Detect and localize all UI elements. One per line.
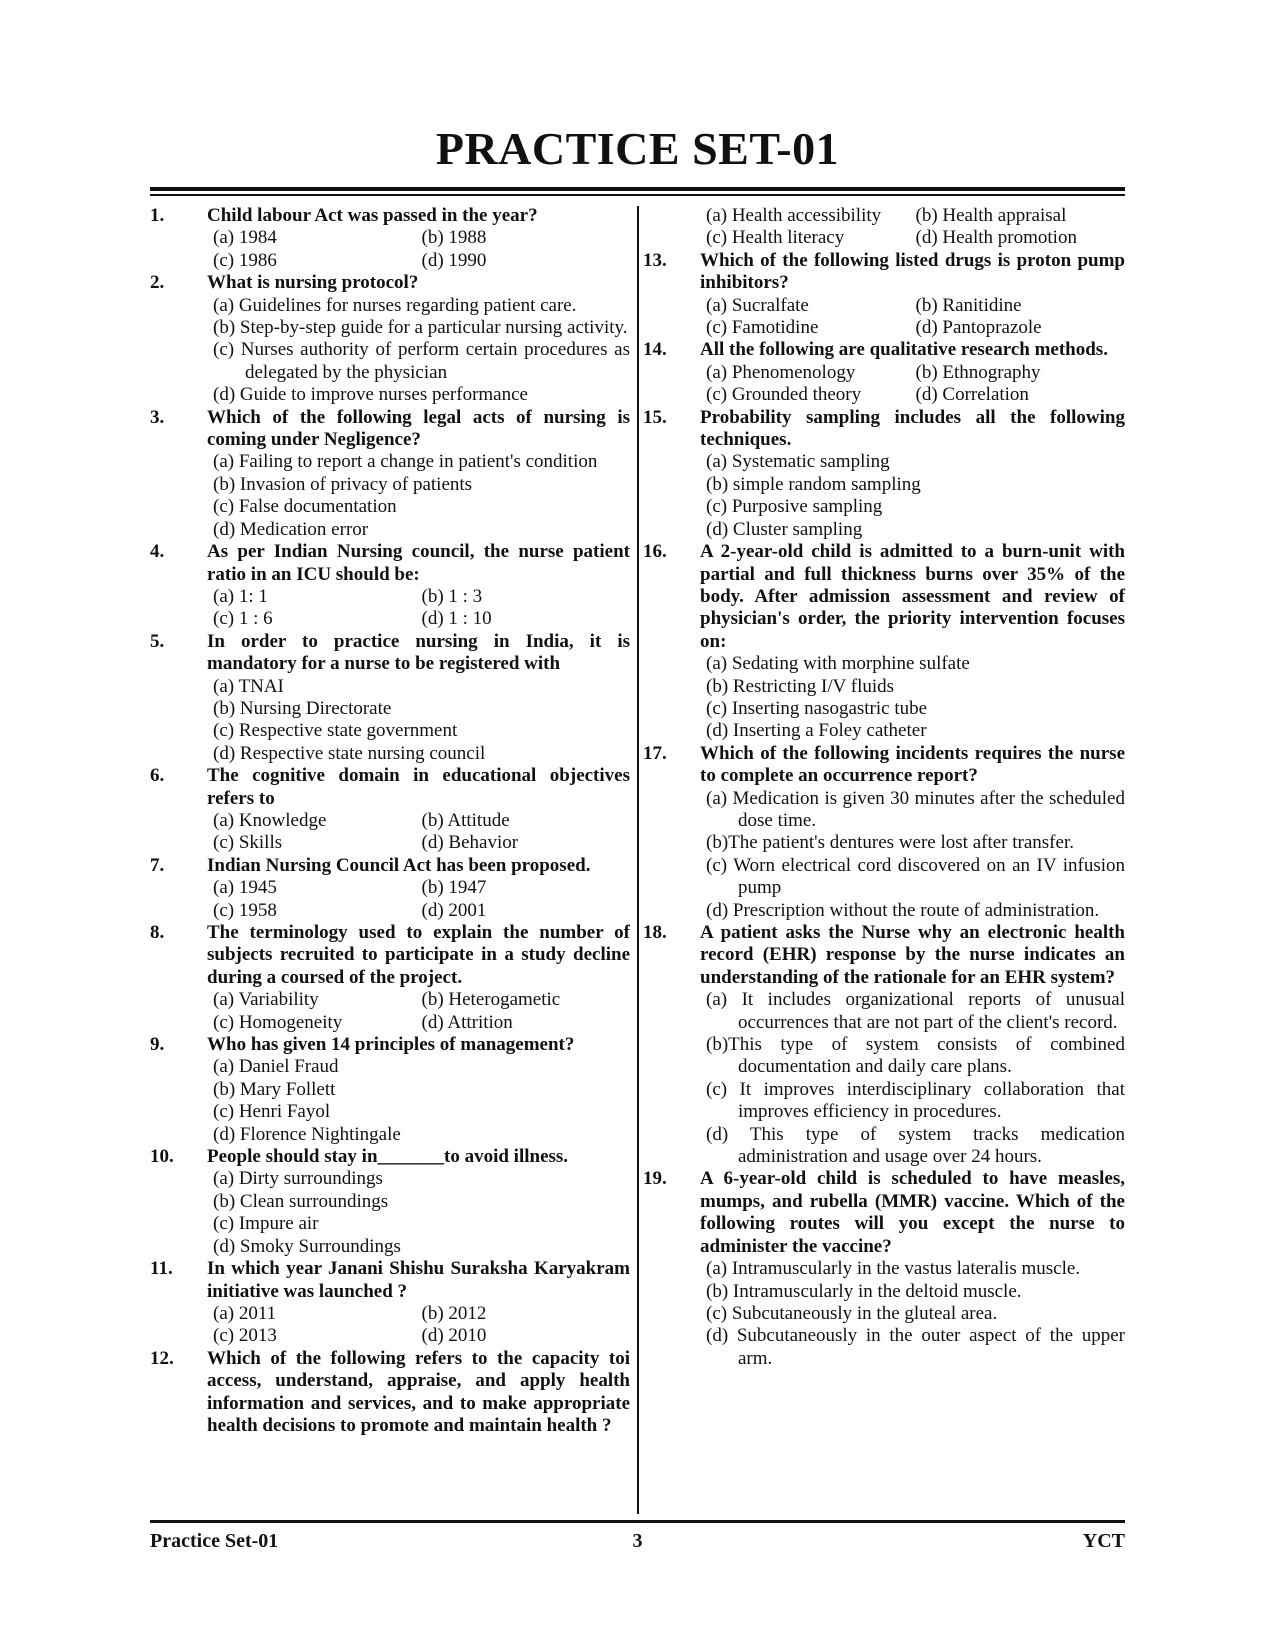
left-column	[150, 205, 630, 1437]
option-a: (a) 2011	[213, 1302, 277, 1324]
question-12	[150, 1348, 630, 1438]
option-c: (c) False documentation	[213, 496, 397, 518]
option-a: (a) TNAI	[213, 675, 284, 697]
option-b: (b)This type of system consists of combined documentation and daily care plans.	[706, 1034, 1125, 1078]
question-4	[150, 541, 630, 631]
option-b: (b) Heterogametic	[421, 989, 561, 1011]
title-rule-thin	[150, 194, 1125, 196]
option-c: (c) Homogeneity	[213, 1011, 343, 1033]
question-text: A patient asks the Nurse why an electronic health record (EHR) response by the nurse indicates an understanding of the rationale for an EHR system?	[700, 922, 1125, 988]
question-text: What is nursing protocol?	[207, 272, 419, 294]
question-19	[643, 1168, 1125, 1370]
question-17	[643, 743, 1125, 922]
question-text: Which of the following listed drugs is proton pump inhibitors?	[700, 249, 1125, 294]
question-number: 7.	[150, 854, 165, 876]
question-text: Which of the following refers to the capacity toi access, understand, appraise, and apply health information and services, and to make appropriate health decisions to promote and maintain health ?	[207, 1347, 630, 1436]
option-c: (c) Worn electrical cord discovered on an IV infusion pump	[706, 854, 1125, 899]
question-text: The terminology used to explain the number of subjects recruited to participate in a study decline during a coursed of the project.	[207, 922, 630, 988]
option-c: (c) It improves interdisciplinary collaboration that improves efficiency in procedures.	[706, 1078, 1125, 1123]
option-c: (c) Famotidine	[706, 317, 819, 339]
question-text: The cognitive domain in educational objectives refers to	[207, 765, 630, 809]
question-16	[643, 541, 1125, 743]
option-b: (b) Restricting I/V fluids	[706, 675, 895, 697]
question-13	[643, 250, 1125, 340]
option-d: (d) Correlation	[915, 384, 1029, 406]
option-d: (d) Attrition	[421, 1011, 513, 1033]
question-text: A 2-year-old child is admitted to a burn-unit with partial and full thickness burns over 35% of the body. After admission assessment and review of physician's order, the priority intervention focuses on:	[700, 541, 1125, 652]
question-14	[643, 339, 1125, 406]
question-text: Which of the following incidents requires the nurse to complete an occurrence report?	[700, 742, 1125, 787]
question-8	[150, 922, 630, 1034]
question-text: In order to practice nursing in India, it is mandatory for a nurse to be registered with	[207, 630, 630, 675]
option-a: (a) Phenomenology	[706, 361, 856, 383]
option-d: (d) Subcutaneously in the outer aspect of the upper arm.	[706, 1325, 1125, 1369]
footer-rule	[150, 1520, 1125, 1523]
option-b: (b) Step-by-step guide for a particular nursing activity.	[213, 317, 628, 339]
question-number: 13.	[643, 249, 667, 271]
option-d: (d) 2010	[421, 1325, 487, 1347]
question-2	[150, 272, 630, 406]
question-text: Probability sampling includes all the following techniques.	[700, 406, 1125, 451]
option-a: (a) Daniel Fraud	[213, 1056, 339, 1078]
question-number: 16.	[643, 541, 667, 563]
question-7	[150, 855, 630, 922]
right-column	[643, 205, 1125, 1370]
option-d: (d) Health promotion	[915, 227, 1077, 249]
question-12-options	[643, 205, 1125, 250]
option-b: (b) Mary Follett	[213, 1078, 336, 1100]
question-number: 19.	[643, 1168, 667, 1190]
question-number: 18.	[643, 922, 667, 943]
option-d: (d) Behavior	[421, 832, 519, 854]
option-c: (c) Grounded theory	[706, 384, 862, 406]
option-a: (a) 1: 1	[213, 585, 268, 607]
question-9	[150, 1034, 630, 1146]
question-text: A 6-year-old child is scheduled to have measles, mumps, and rubella (MMR) vaccine. Which of the following routes will you except the nurse to administer the vaccine?	[700, 1168, 1125, 1257]
option-b: (b) simple random sampling	[706, 473, 921, 495]
option-a: (a) Sedating with morphine sulfate	[706, 653, 970, 675]
question-15	[643, 407, 1125, 541]
option-c: (c) Inserting nasogastric tube	[706, 697, 928, 719]
option-b: (b) 1 : 3	[421, 585, 483, 607]
option-b: (b) Ethnography	[915, 361, 1041, 383]
option-d: (d) Inserting a Foley catheter	[706, 720, 927, 742]
option-b: (b)The patient's dentures were lost after transfer.	[706, 832, 1074, 854]
column-divider	[637, 206, 639, 1514]
question-text: Indian Nursing Council Act has been proposed.	[207, 854, 591, 876]
option-a: (a) It includes organizational reports of unusual occurrences that are not part of the client's record.	[706, 989, 1125, 1033]
option-c: (c) Skills	[213, 832, 283, 854]
option-c: (c) Nurses authority of perform certain procedures as delegated by the physician	[213, 339, 630, 383]
option-d: (d) 1 : 10	[421, 608, 492, 630]
option-c: (c) Purposive sampling	[706, 496, 883, 518]
question-18	[643, 922, 1125, 1168]
question-text: All the following are qualitative research methods.	[700, 339, 1108, 361]
option-b: (b) Invasion of privacy of patients	[213, 473, 473, 495]
question-1	[150, 205, 630, 272]
option-b: (b) Health appraisal	[915, 205, 1067, 226]
option-a: (a) Intramuscularly in the vastus lateralis muscle.	[706, 1258, 1081, 1280]
question-number: 12.	[150, 1347, 174, 1369]
question-number: 1.	[150, 205, 165, 226]
option-a: (a) 1984	[213, 227, 277, 249]
option-b: (b) Clean surroundings	[213, 1190, 389, 1212]
question-number: 15.	[643, 406, 667, 428]
option-b: (b) Nursing Directorate	[213, 697, 392, 719]
option-d: (d) Prescription without the route of administration.	[706, 899, 1100, 921]
question-text: Which of the following legal acts of nursing is coming under Negligence?	[207, 406, 630, 451]
question-3	[150, 407, 630, 541]
option-c: (c) 1986	[213, 249, 277, 271]
publisher-name: YCT	[1082, 1530, 1125, 1552]
option-d: (d) Cluster sampling	[706, 518, 863, 540]
option-c: (c) 2013	[213, 1325, 277, 1347]
question-number: 9.	[150, 1034, 165, 1056]
option-a: (a) Dirty surroundings	[213, 1168, 383, 1190]
question-number: 3.	[150, 406, 165, 428]
title-rule	[150, 187, 1125, 191]
option-c: (c) Health literacy	[706, 227, 845, 249]
option-d: (d) 2001	[421, 899, 487, 921]
option-b: (b) Intramuscularly in the deltoid muscle.	[706, 1280, 1022, 1302]
option-a: (a) 1945	[213, 877, 277, 899]
option-d: (d) Florence Nightingale	[213, 1123, 401, 1145]
option-b: (b) 1988	[421, 227, 487, 249]
question-number: 4.	[150, 541, 165, 563]
question-number: 11.	[150, 1258, 173, 1280]
page-number: 3	[632, 1530, 643, 1552]
option-a: (a) Variability	[213, 989, 319, 1011]
option-a: (a) Medication is given 30 minutes after the scheduled dose time.	[706, 787, 1125, 831]
option-c: (c) 1958	[213, 899, 277, 921]
question-text: Who has given 14 principles of management?	[207, 1034, 575, 1056]
option-d: (d) Pantoprazole	[915, 317, 1042, 339]
option-d: (d) 1990	[421, 249, 487, 271]
question-text: People should stay in_______to avoid illness.	[207, 1146, 569, 1168]
option-c: (c) Respective state government	[213, 720, 458, 742]
question-text: As per Indian Nursing council, the nurse patient ratio in an ICU should be:	[207, 541, 630, 585]
footer-set-name: Practice Set-01	[150, 1530, 279, 1552]
question-number: 10.	[150, 1146, 174, 1168]
option-d: (d) Medication error	[213, 518, 369, 540]
option-c: (c) 1 : 6	[213, 608, 273, 630]
option-c: (c) Henri Fayol	[213, 1101, 331, 1123]
option-b: (b) 1947	[421, 877, 487, 899]
question-number: 2.	[150, 272, 165, 294]
question-6	[150, 765, 630, 855]
question-number: 5.	[150, 630, 165, 652]
question-11	[150, 1258, 630, 1348]
option-c: (c) Subcutaneously in the gluteal area.	[706, 1302, 998, 1324]
option-d: (d) This type of system tracks medication administration and usage over 24 hours.	[706, 1123, 1125, 1168]
option-b: (b) Attitude	[421, 809, 510, 831]
question-number: 17.	[643, 742, 667, 764]
option-a: (a) Guidelines for nurses regarding patient care.	[213, 294, 577, 316]
question-text: Child labour Act was passed in the year?	[207, 205, 538, 226]
option-a: (a) Systematic sampling	[706, 451, 890, 473]
option-a: (a) Sucralfate	[706, 294, 809, 316]
question-number: 14.	[643, 339, 667, 361]
question-number: 8.	[150, 922, 165, 943]
question-5	[150, 631, 630, 765]
question-text: In which year Janani Shishu Suraksha Karyakram initiative was launched ?	[207, 1258, 630, 1302]
option-b: (b) 2012	[421, 1302, 487, 1324]
option-c: (c) Impure air	[213, 1213, 319, 1235]
question-10	[150, 1146, 630, 1258]
question-number: 6.	[150, 765, 165, 787]
page-title: PRACTICE SET-01	[435, 123, 840, 174]
option-d: (d) Guide to improve nurses performance	[213, 384, 528, 406]
option-b: (b) Ranitidine	[915, 294, 1022, 316]
option-d: (d) Smoky Surroundings	[213, 1235, 401, 1257]
option-a: (a) Health accessibility	[706, 205, 882, 226]
option-a: (a) Knowledge	[213, 809, 327, 831]
option-a: (a) Failing to report a change in patient's condition	[213, 451, 598, 473]
option-d: (d) Respective state nursing council	[213, 742, 486, 764]
